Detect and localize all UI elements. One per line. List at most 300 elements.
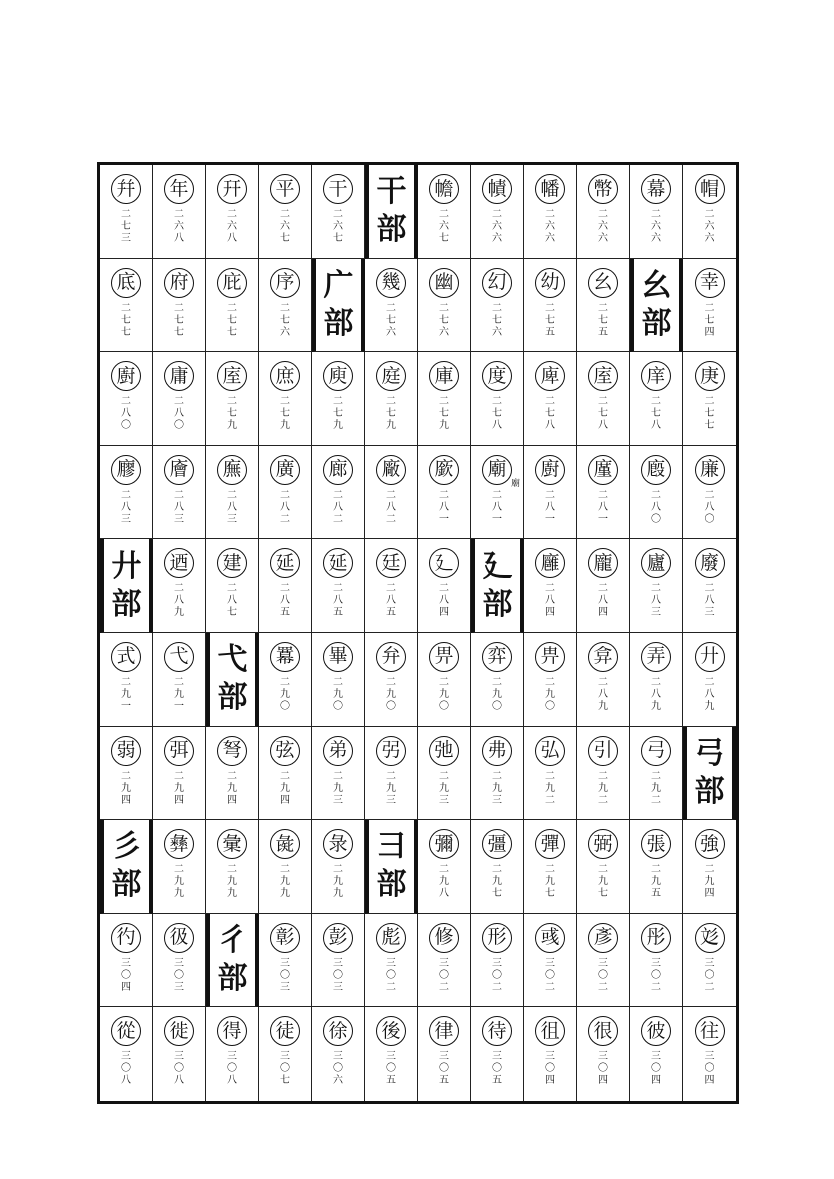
index-entry: [524, 914, 577, 1008]
index-entry: [100, 727, 153, 821]
entry-character: 幻: [482, 268, 512, 298]
entry-page-number: 二 九 三: [386, 770, 396, 806]
index-entry: [471, 352, 524, 446]
entry-character: 庢: [588, 361, 618, 391]
index-entry: [418, 446, 471, 540]
index-entry: [259, 352, 312, 446]
radical-section-header: [100, 820, 153, 914]
entry-character: 庾: [323, 361, 353, 391]
index-entry: [524, 352, 577, 446]
entry-page-number: 二 八 〇: [651, 489, 661, 525]
entry-page-number: 二 七 六: [280, 302, 290, 338]
index-entry: [524, 727, 577, 821]
entry-character: 徒: [270, 1016, 300, 1046]
index-entry: [312, 633, 365, 727]
entry-character: 延: [270, 548, 300, 578]
entry-character: 建: [217, 548, 247, 578]
entry-character: 庢: [217, 361, 247, 391]
entry-page-number: 二 六 七: [333, 209, 343, 244]
entry-character: 徂: [535, 1016, 565, 1046]
entry-page-number: 二 九 一: [174, 676, 184, 712]
entry-page-number: 二 九 九: [174, 864, 184, 900]
entry-page-number: 二 九 〇: [280, 676, 290, 712]
entry-character: 引: [588, 736, 618, 766]
index-entry: [630, 539, 683, 633]
radical-header-label: 广 部: [323, 267, 354, 341]
entry-character: 弭: [164, 736, 194, 766]
entry-character: 廞: [429, 455, 459, 485]
index-entry: [259, 1007, 312, 1101]
index-entry: [100, 165, 153, 259]
entry-character: 廴: [429, 548, 459, 578]
entry-page-number: 二 七 七: [121, 302, 131, 338]
entry-page-number: 二 九 四: [174, 770, 184, 806]
entry-character: 彭: [323, 923, 353, 953]
entry-character: 幡: [535, 174, 565, 204]
entry-page-number: 二 八 三: [121, 489, 131, 525]
entry-page-number: 三 〇 三: [333, 957, 343, 993]
index-entry: [471, 914, 524, 1008]
entry-character: 形: [482, 923, 512, 953]
radical-section-header: [100, 539, 153, 633]
entry-character: 彈: [535, 829, 565, 859]
entry-page-number: 二 七 八: [492, 396, 502, 432]
index-entry: [577, 1007, 630, 1101]
index-entry: [206, 165, 259, 259]
index-entry: [100, 352, 153, 446]
entry-character: 強: [695, 829, 725, 859]
entry-page-number: 二 八 九: [598, 676, 608, 712]
entry-page-number: 二 九 四: [704, 864, 715, 900]
entry-page-number: 二 六 八: [174, 209, 184, 244]
entry-character: 廉: [695, 455, 725, 485]
entry-page-number: 三 〇 五: [492, 1051, 502, 1087]
index-entry: [471, 446, 524, 540]
entry-page-number: 二 八 一: [492, 489, 502, 525]
index-entry: [524, 539, 577, 633]
radical-header-label: 弋 部: [217, 642, 248, 716]
entry-character: 律: [429, 1016, 459, 1046]
entry-character: 徙: [164, 1016, 194, 1046]
index-entry: [259, 820, 312, 914]
entry-page-number: 三 〇 二: [598, 957, 608, 993]
radical-header-label: 幺 部: [641, 267, 672, 341]
radical-header-label: 廾 部: [111, 548, 142, 622]
entry-page-number: 二 七 九: [439, 396, 449, 432]
entry-character: 弋: [164, 642, 194, 672]
entry-page-number: 二 九 九: [333, 864, 343, 900]
radical-header-label: 干 部: [376, 174, 407, 248]
entry-page-number: 二 九 七: [545, 864, 555, 900]
entry-character: 弟: [323, 736, 353, 766]
entry-character: 龐: [588, 548, 618, 578]
entry-character: 很: [588, 1016, 618, 1046]
index-entry: [630, 446, 683, 540]
radical-header-label: 廴 部: [482, 548, 513, 622]
index-entry: [153, 165, 206, 259]
entry-page-number: 二 七 九: [280, 396, 290, 432]
index-entry: [471, 820, 524, 914]
entry-character: 平: [270, 174, 300, 204]
entry-page-number: 二 七 五: [598, 302, 608, 338]
entry-character: 帽: [695, 174, 725, 204]
entry-character: 廢: [695, 548, 725, 578]
entry-page-number: 二 七 六: [492, 302, 502, 338]
entry-character: 弘: [535, 736, 565, 766]
entry-page-number: 二 九 〇: [545, 676, 555, 712]
index-entry: [418, 352, 471, 446]
entry-character: 庚: [695, 361, 725, 391]
index-entry: [471, 727, 524, 821]
entry-character: 彤: [641, 923, 671, 953]
entry-page-number: 二 九 一: [121, 676, 131, 712]
index-entry: [577, 446, 630, 540]
entry-character: 庫: [429, 361, 459, 391]
entry-page-number: 二 八 四: [439, 583, 449, 619]
entry-page-number: 二 八 五: [333, 583, 343, 619]
index-entry: [683, 1007, 736, 1101]
entry-character: 張: [641, 829, 671, 859]
entry-character: 彝: [164, 829, 194, 859]
entry-character: 畁: [535, 642, 565, 672]
radical-section-header: [312, 259, 365, 353]
entry-page-number: 三 〇 三: [174, 957, 184, 993]
entry-page-number: 二 九 五: [651, 864, 661, 900]
index-entry: [312, 820, 365, 914]
index-entry: [683, 259, 736, 353]
index-entry: [365, 352, 418, 446]
entry-page-number: 二 八 三: [227, 489, 237, 525]
entry-page-number: 三 〇 二: [651, 957, 661, 993]
radical-header-label: 彳 部: [217, 923, 248, 997]
entry-character: 廑: [588, 455, 618, 485]
index-entry: [471, 633, 524, 727]
index-entry: [153, 633, 206, 727]
entry-page-number: 三 〇 四: [651, 1051, 661, 1087]
index-entry: [683, 446, 736, 540]
entry-page-number: 三 〇 八: [227, 1051, 237, 1087]
entry-character: 弩: [217, 736, 247, 766]
index-entry: [100, 1007, 153, 1101]
index-entry: [153, 820, 206, 914]
entry-character: 度: [482, 361, 512, 391]
entry-character: 幵: [217, 174, 247, 204]
index-entry: [312, 165, 365, 259]
entry-character: 幷: [111, 174, 141, 204]
index-entry: [577, 165, 630, 259]
entry-page-number: 二 九 〇: [492, 676, 502, 712]
index-entry: [524, 165, 577, 259]
entry-character: 幸: [695, 268, 725, 298]
index-entry: [100, 259, 153, 353]
index-entry: [418, 914, 471, 1008]
entry-character: 彼: [641, 1016, 671, 1046]
entry-character: 幣: [588, 174, 618, 204]
entry-character: 畀: [429, 642, 459, 672]
entry-character: 廟: [482, 455, 512, 485]
index-entry: [365, 727, 418, 821]
index-entry: [259, 259, 312, 353]
entry-character: 廣: [270, 455, 300, 485]
index-entry: [471, 259, 524, 353]
character-index-table: [97, 162, 739, 1104]
entry-character: 畢: [323, 642, 353, 672]
index-entry: [365, 259, 418, 353]
index-entry: [630, 914, 683, 1008]
entry-character: 廚: [111, 361, 141, 391]
index-entry: [365, 914, 418, 1008]
entry-character: 延: [323, 548, 353, 578]
index-entry: [577, 914, 630, 1008]
entry-character: 廫: [111, 455, 141, 485]
entry-character: 彰: [270, 923, 300, 953]
index-entry: [365, 446, 418, 540]
radical-section-header: [206, 633, 259, 727]
index-entry: [259, 914, 312, 1008]
entry-page-number: 二 七 八: [598, 396, 608, 432]
entry-page-number: 二 七 三: [121, 209, 131, 244]
radical-header-label: 弓 部: [694, 735, 725, 809]
index-entry: [630, 1007, 683, 1101]
entry-page-number: 二 六 六: [651, 209, 661, 244]
entry-character: 彣: [695, 923, 725, 953]
index-entry: [577, 633, 630, 727]
index-entry: [100, 633, 153, 727]
entry-page-number: 二 七 八: [545, 396, 555, 432]
index-entry: [259, 633, 312, 727]
index-entry: [630, 633, 683, 727]
index-entry: [100, 446, 153, 540]
entry-character: 弜: [376, 736, 406, 766]
entry-page-number: 二 七 九: [386, 396, 396, 432]
entry-page-number: 二 九 七: [492, 864, 502, 900]
index-entry: [153, 259, 206, 353]
entry-page-number: 二 八 二: [333, 489, 343, 525]
entry-page-number: 二 六 七: [280, 209, 290, 244]
index-entry: [206, 727, 259, 821]
index-entry: [259, 446, 312, 540]
entry-page-number: 二 八 三: [704, 583, 715, 619]
entry-page-number: 二 八 二: [280, 489, 290, 525]
index-entry: [312, 727, 365, 821]
radical-section-header: [206, 914, 259, 1008]
index-entry: [630, 165, 683, 259]
index-entry: [418, 539, 471, 633]
entry-page-number: 二 六 七: [439, 209, 449, 244]
entry-page-number: 二 八 四: [545, 583, 555, 619]
entry-character: 彊: [482, 829, 512, 859]
entry-character: 幕: [641, 174, 671, 204]
entry-page-number: 二 八 〇: [174, 396, 184, 432]
entry-page-number: 二 九 〇: [439, 676, 449, 712]
entry-page-number: 二 六 八: [227, 209, 237, 244]
entry-character: 弁: [376, 642, 406, 672]
entry-page-number: 三 〇 五: [439, 1051, 449, 1087]
entry-page-number: 二 九 九: [227, 864, 237, 900]
entry-character: 廥: [164, 455, 194, 485]
index-entry: [259, 727, 312, 821]
entry-character: 幨: [429, 174, 459, 204]
index-entry: [418, 727, 471, 821]
index-entry: [683, 352, 736, 446]
entry-page-number: 二 八 九: [174, 583, 184, 619]
entry-character: 廾: [695, 642, 725, 672]
index-entry: [577, 539, 630, 633]
entry-character: 庇: [217, 268, 247, 298]
entry-character: 廚: [535, 455, 565, 485]
radical-section-header: [683, 727, 736, 821]
entry-page-number: 二 九 三: [333, 770, 343, 806]
entry-page-number: 三 〇 四: [121, 957, 131, 993]
entry-character: 修: [429, 923, 459, 953]
index-entry: [259, 165, 312, 259]
entry-character: 底: [111, 268, 141, 298]
index-entry: [524, 259, 577, 353]
radical-section-header: [630, 259, 683, 353]
index-entry: [524, 446, 577, 540]
index-entry: [683, 539, 736, 633]
entry-character: 弇: [588, 642, 618, 672]
entry-page-number: 二 七 七: [704, 396, 715, 432]
index-entry: [153, 539, 206, 633]
radical-header-label: 彐 部: [376, 829, 407, 903]
entry-page-number: 三 〇 二: [439, 957, 449, 993]
entry-character: 廱: [535, 548, 565, 578]
entry-page-number: 二 七 六: [386, 302, 396, 338]
index-entry: [365, 539, 418, 633]
index-entry: [153, 914, 206, 1008]
entry-page-number: 二 七 八: [651, 396, 661, 432]
entry-character: 式: [111, 642, 141, 672]
index-entry: [630, 352, 683, 446]
entry-character: 彔: [323, 829, 353, 859]
index-entry: [418, 259, 471, 353]
variant-note: 廟: [510, 478, 520, 489]
entry-page-number: 二 九 四: [280, 770, 290, 806]
entry-page-number: 三 〇 三: [280, 957, 290, 993]
entry-page-number: 二 六 六: [492, 209, 502, 244]
index-entry: [524, 820, 577, 914]
entry-page-number: 二 七 七: [227, 302, 237, 338]
index-entry: [524, 633, 577, 727]
index-entry: [577, 259, 630, 353]
entry-character: 幼: [535, 268, 565, 298]
index-entry: [312, 352, 365, 446]
entry-page-number: 二 九 三: [492, 770, 502, 806]
entry-page-number: 二 七 五: [545, 302, 555, 338]
entry-page-number: 三 〇 二: [492, 957, 502, 993]
index-entry: [365, 633, 418, 727]
entry-character: 廏: [641, 455, 671, 485]
entry-page-number: 二 七 七: [174, 302, 184, 338]
entry-page-number: 二 六 六: [704, 209, 715, 244]
entry-page-number: 二 六 六: [598, 209, 608, 244]
entry-character: 干: [323, 174, 353, 204]
index-entry: [683, 914, 736, 1008]
entry-page-number: 二 九 二: [598, 770, 608, 806]
index-entry: [206, 446, 259, 540]
entry-page-number: 三 〇 四: [598, 1051, 608, 1087]
entry-page-number: 二 八 一: [439, 489, 449, 525]
entry-character: 得: [217, 1016, 247, 1046]
entry-page-number: 二 九 三: [439, 770, 449, 806]
entry-character: 弱: [111, 736, 141, 766]
index-entry: [577, 727, 630, 821]
index-entry: [312, 539, 365, 633]
index-entry: [206, 820, 259, 914]
entry-page-number: 二 八 一: [598, 489, 608, 525]
index-entry: [524, 1007, 577, 1101]
entry-page-number: 三 〇 四: [545, 1051, 555, 1087]
entry-character: 往: [695, 1016, 725, 1046]
entry-character: 廷: [376, 548, 406, 578]
entry-page-number: 二 七 九: [227, 396, 237, 432]
entry-page-number: 二 八 二: [386, 489, 396, 525]
entry-page-number: 三 〇 六: [333, 1051, 343, 1087]
entry-page-number: 三 〇 二: [704, 957, 715, 993]
index-entry: [418, 1007, 471, 1101]
radical-section-header: [365, 820, 418, 914]
entry-character: 庸: [164, 361, 194, 391]
entry-character: 府: [164, 268, 194, 298]
entry-character: 弓: [641, 736, 671, 766]
radical-section-header: [365, 165, 418, 259]
entry-page-number: 二 九 二: [651, 770, 661, 806]
index-entry: [312, 446, 365, 540]
index-entry: [471, 165, 524, 259]
index-entry: [577, 820, 630, 914]
entry-character: 幺: [588, 268, 618, 298]
index-entry: [577, 352, 630, 446]
entry-character: 弗: [482, 736, 512, 766]
index-entry: [630, 727, 683, 821]
index-entry: [418, 165, 471, 259]
index-entry: [365, 1007, 418, 1101]
radical-header-label: 彡 部: [111, 829, 142, 903]
entry-page-number: 三 〇 四: [704, 1051, 715, 1087]
entry-character: 弛: [429, 736, 459, 766]
entry-character: 庠: [641, 361, 671, 391]
index-entry: [206, 259, 259, 353]
entry-page-number: 二 八 九: [651, 676, 661, 712]
entry-page-number: 二 八 〇: [704, 489, 715, 525]
entry-character: 彴: [111, 923, 141, 953]
entry-character: 庳: [535, 361, 565, 391]
entry-page-number: 三 〇 七: [280, 1051, 290, 1087]
entry-page-number: 二 八 一: [545, 489, 555, 525]
index-entry: [206, 352, 259, 446]
entry-character: 幘: [482, 174, 512, 204]
entry-page-number: 二 七 四: [704, 302, 715, 338]
entry-page-number: 三 〇 八: [121, 1051, 131, 1087]
radical-section-header: [471, 539, 524, 633]
index-entry: [312, 1007, 365, 1101]
entry-character: 彶: [164, 923, 194, 953]
entry-character: 迺: [164, 548, 194, 578]
index-entry: [683, 165, 736, 259]
entry-character: 羃: [270, 642, 300, 672]
entry-page-number: 三 〇 二: [545, 957, 555, 993]
entry-character: 彥: [588, 923, 618, 953]
entry-page-number: 二 九 〇: [386, 676, 396, 712]
entry-page-number: 三 〇 二: [386, 957, 396, 993]
index-entry: [153, 1007, 206, 1101]
entry-character: 彘: [270, 829, 300, 859]
index-entry: [683, 633, 736, 727]
entry-page-number: 二 九 四: [227, 770, 237, 806]
entry-page-number: 二 八 〇: [121, 396, 131, 432]
entry-page-number: 二 八 九: [704, 676, 715, 712]
